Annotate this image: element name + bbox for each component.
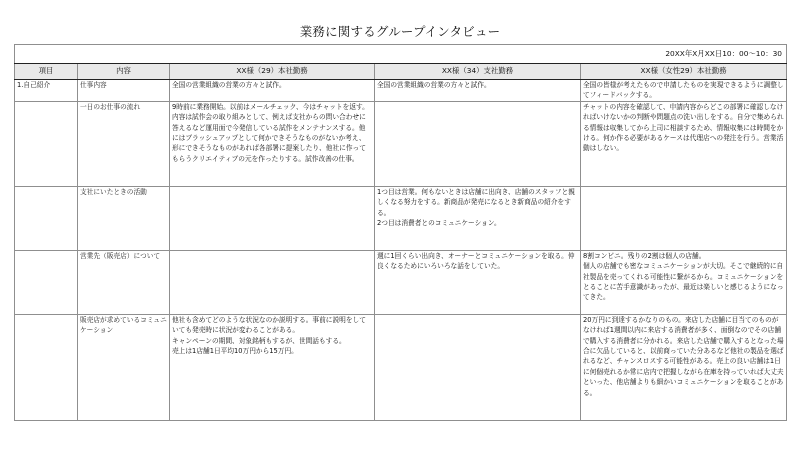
interview-datetime: 20XX年X月XX日10：00～10：30 [15, 45, 787, 64]
row-item [15, 250, 78, 314]
row-answer-1: 9時前に業務開始。以前はメールチェック、今はチャットを返す。内容は試作会の取り組みとして、例えば支社からの問い合わせに答えるなど運用面で今発信している試作をメンテナンスする。他にはブラッシュアップとして何かできそうなものがないか考え、形にできそうなものがあれば各部署に提案したり、他社に作ってもらうクリエイティブの元を作ったりする。試作改善の仕事。 [170, 101, 375, 186]
header-item: 項目 [15, 64, 78, 80]
row-topic: 販売店が求めているコミュニケーション [78, 314, 170, 420]
row-answer-1 [170, 186, 375, 250]
row-topic: 一日のお仕事の流れ [78, 101, 170, 186]
row-item: 1.自己紹介 [15, 80, 78, 102]
row-topic: 仕事内容 [78, 80, 170, 102]
row-answer-1 [170, 250, 375, 314]
table-row [15, 250, 787, 314]
row-answer-1: 他社も含めてどのような状況なのか説明する。事前に説明をしていても発売時に状況が変わることがある。 キャンペーンの期間、対象銘柄もするが、世間話もする。 売上は1店舗1日平均10万円から15万円。 [170, 314, 375, 420]
row-answer-2 [375, 314, 581, 420]
row-answer-3: 20万円に到達するかなりのもの。来店した店舗に目当てのものがなければ1週間以内に来店する消費者が多く、面倒なのでその店舗で購入する消費者に分かれる。来店した店舗で購入するとなった場合に欠品していると、以前商っていた分あるなど他社の製品を選ばれるなど、チャンスロスする可能性がある。売上の良い店舗は1日に何個売れるか常に店内で把握しながら在庫を持っていれば大丈夫といった、他店舗よりも細かいコミュニケーションを取ることがある。 [581, 314, 787, 420]
row-topic: 支社にいたときの活動 [78, 186, 170, 250]
row-item [15, 314, 78, 420]
row-item [15, 101, 78, 186]
row-answer-3: 全国の皆様が考えたもので申請したものを実現できるように調整してフィードバックする。 [581, 80, 787, 102]
row-answer-3 [581, 186, 787, 250]
header-respondent-1: XX様（29）本社勤務 [170, 64, 375, 80]
header-respondent-2: XX様（34）支社勤務 [375, 64, 581, 80]
table-row [15, 101, 787, 186]
page-title: 業務に関するグループインタビュー [299, 24, 501, 39]
row-topic: 営業先（販売店）について [78, 250, 170, 314]
row-answer-1: 全国の営業組織の営業の方々と試作。 [170, 80, 375, 102]
row-answer-3: 8割コンビニ。残りの2割は個人の店舗。 個人の店舗でも密なコミュニケーションが大切。そこで継続的に自社製品を売ってくれる可能性に繋がるから。コミュニケーションをとることに苦手意識があったが、最近は楽しいと感じるようになってきた。 [581, 250, 787, 314]
interview-table [14, 44, 787, 421]
header-row [15, 64, 787, 80]
header-respondent-3: XX様（女性29）本社勤務 [581, 64, 787, 80]
date-row [15, 45, 787, 64]
row-answer-2: 1つ目は営業。何もないときは店舗に出向き、店舗のスタッフと親しくなる努力をする。新商品が発売になるとき新商品の紹介をする。 2つ目は消費者とのコミュニケーション。 [375, 186, 581, 250]
header-content: 内容 [78, 64, 170, 80]
row-answer-3: チャットの内容を確認して、申請内容からどこの部署に確認しなければいけないかの判断や問題点の洗い出しをする。自分で集められる情報は収集してから上司に相談するため、情報収集には時間をかける。何か作る必要があるケースは代理店への発注を行う。営業活動はしない。 [581, 101, 787, 186]
row-answer-2: 全国の営業組織の営業の方々と試作。 [375, 80, 581, 102]
row-answer-2 [375, 101, 581, 186]
row-answer-2: 週に1回くらい出向き、オーナーとコミュニケーションを取る。仲良くなるためにいろいろな話をしていた。 [375, 250, 581, 314]
table-row [15, 314, 787, 420]
table-row [15, 186, 787, 250]
row-item [15, 186, 78, 250]
table-row [15, 80, 787, 102]
